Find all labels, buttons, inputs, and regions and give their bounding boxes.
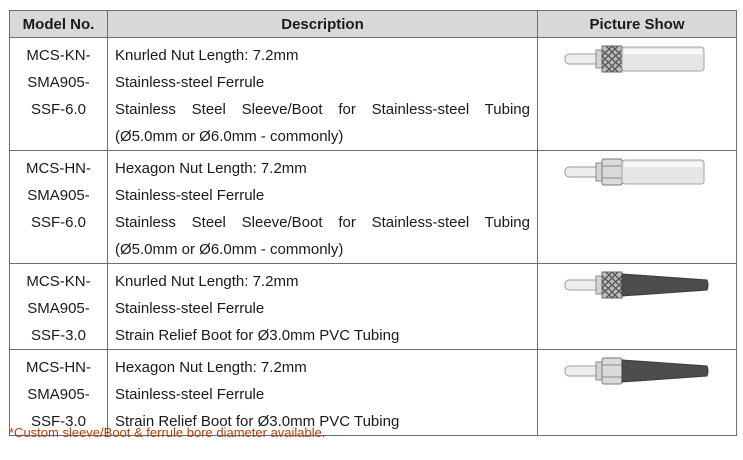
description-line: Knurled Nut Length: 7.2mm — [115, 273, 299, 290]
description-line: Strain Relief Boot for Ø3.0mm PVC Tubing — [115, 413, 400, 430]
connector-hexagon-strain-relief-image — [562, 350, 712, 390]
footnote: *Custom sleeve/Boot & ferrule bore diameter available. — [9, 425, 326, 440]
model-line: SSF-3.0 — [30, 327, 87, 344]
description-cell — [108, 151, 538, 264]
model-cell — [10, 38, 108, 151]
model-line: MCS-KN- — [26, 273, 91, 290]
picture-cell — [538, 264, 737, 350]
description-line: Stainless-steel Ferrule — [115, 74, 265, 91]
spec-table — [9, 10, 737, 436]
header-picture: Picture Show — [538, 11, 737, 38]
model-line: MCS-HN- — [26, 359, 91, 376]
table-row — [10, 38, 737, 151]
table-row — [10, 264, 737, 350]
description-line: (Ø5.0mm or Ø6.0mm - commonly) — [115, 128, 344, 145]
description-line: Stainless Steel Sleeve/Boot for Stainless-steel Tubing — [115, 214, 530, 231]
connector-hexagon-steel-sleeve-image — [562, 151, 712, 191]
header-model: Model No. — [10, 11, 108, 38]
description-line: Knurled Nut Length: 7.2mm — [115, 47, 299, 64]
model-cell — [10, 151, 108, 264]
picture-cell — [538, 151, 737, 264]
description-line: Hexagon Nut Length: 7.2mm — [115, 160, 307, 177]
header-description: Description — [108, 11, 538, 38]
description-line: Stainless-steel Ferrule — [115, 187, 265, 204]
model-line: SMA905- — [27, 386, 90, 403]
model-line: SMA905- — [27, 187, 90, 204]
model-cell — [10, 350, 108, 436]
model-line: SMA905- — [27, 300, 90, 317]
table-row — [10, 151, 737, 264]
description-line: Stainless-steel Ferrule — [115, 300, 265, 317]
description-line: Strain Relief Boot for Ø3.0mm PVC Tubing — [115, 327, 400, 344]
description-cell — [108, 350, 538, 436]
description-cell — [108, 264, 538, 350]
header-row — [10, 11, 737, 38]
picture-cell — [538, 38, 737, 151]
model-line: SSF-6.0 — [30, 101, 87, 118]
description-line: Stainless-steel Ferrule — [115, 386, 265, 403]
model-line: MCS-HN- — [26, 160, 91, 177]
model-line: SSF-6.0 — [30, 214, 87, 231]
connector-knurled-strain-relief-image — [562, 264, 712, 304]
description-line: Stainless Steel Sleeve/Boot for Stainless-steel Tubing — [115, 101, 530, 118]
description-line: (Ø5.0mm or Ø6.0mm - commonly) — [115, 241, 344, 258]
picture-cell — [538, 350, 737, 436]
description-cell — [108, 38, 538, 151]
model-line: SSF-3.0 — [30, 413, 87, 430]
description-line: Hexagon Nut Length: 7.2mm — [115, 359, 307, 376]
table-row — [10, 350, 737, 436]
model-cell — [10, 264, 108, 350]
model-line: MCS-KN- — [26, 47, 91, 64]
connector-knurled-steel-sleeve-image — [562, 38, 712, 78]
model-line: SMA905- — [27, 74, 90, 91]
